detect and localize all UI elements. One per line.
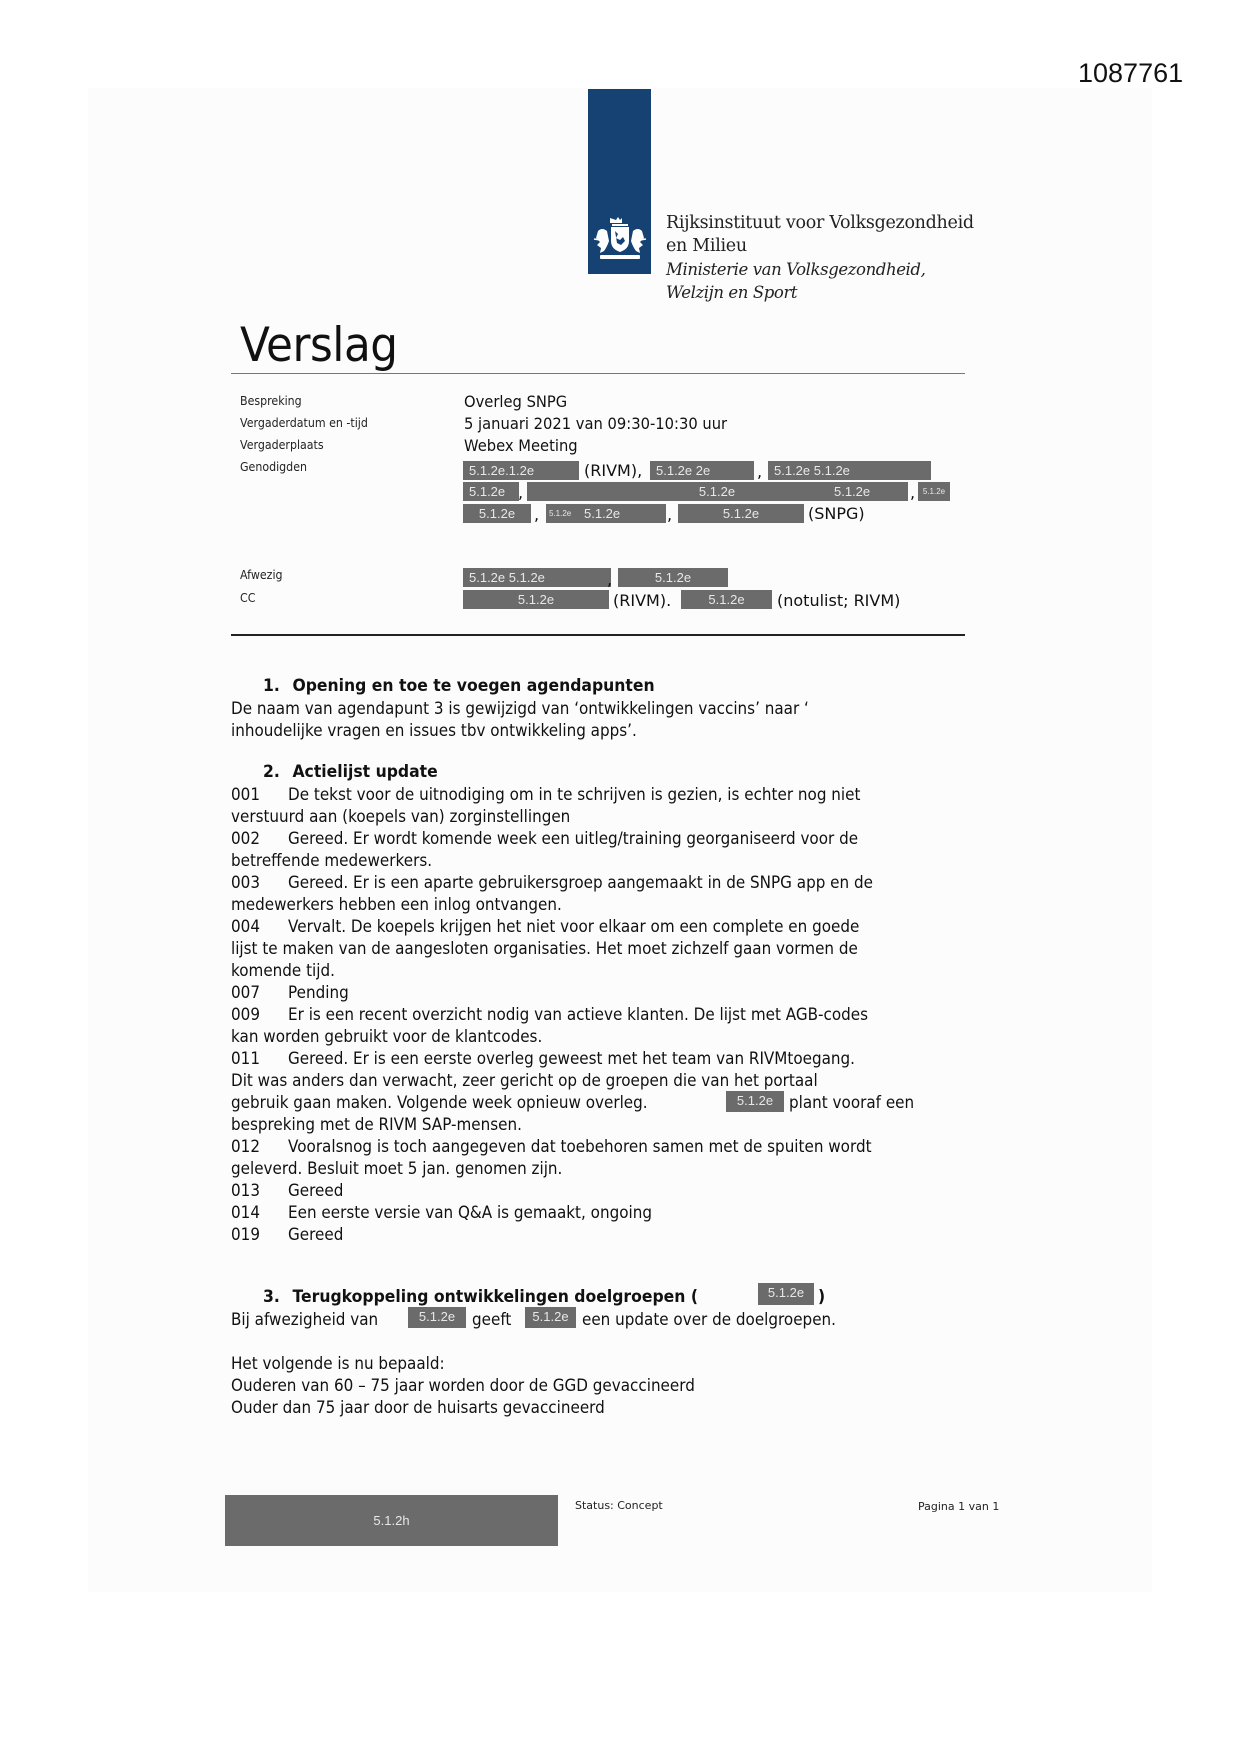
action-text: Gereed — [288, 1181, 344, 1200]
action-item-cont: kan worden gebruikt voor de klantcodes. — [231, 1027, 543, 1046]
affiliation-text: (SNPG) — [808, 504, 865, 523]
redaction-box: 5.1.2e — [527, 482, 907, 501]
redaction-box: 5.1.2e — [820, 482, 908, 501]
redaction-box: 5.1.2e — [726, 1091, 784, 1112]
action-text: Vooralsnog is toch aangegeven dat toebehoren samen met de spuiten wordt — [288, 1137, 872, 1156]
action-code: 011 — [231, 1049, 260, 1068]
action-item — [231, 1004, 868, 1026]
redaction-box: 5.1.2e — [408, 1307, 466, 1328]
paragraph-line: Het volgende is nu bepaald: — [231, 1354, 445, 1373]
footer-redaction-box: 5.1.2h — [225, 1495, 558, 1546]
action-item-cont: plant vooraf een — [789, 1093, 915, 1112]
meta-label-cc: CC — [240, 591, 256, 605]
action-item-cont: Dit was anders dan verwacht, zeer gericht op de groepen die van het portaal — [231, 1071, 818, 1090]
action-text: Pending — [288, 983, 349, 1002]
action-text: De tekst voor de uitnodiging om in te schrijven is gezien, is echter nog niet — [288, 785, 861, 804]
comma: , — [534, 505, 540, 524]
action-item-cont: verstuurd aan (koepels van) zorginstellingen — [231, 807, 571, 826]
section-number: 1. — [263, 676, 280, 696]
action-code: 014 — [231, 1203, 260, 1222]
paragraph-line: Ouder dan 75 jaar door de huisarts gevaccineerd — [231, 1398, 605, 1417]
action-code: 019 — [231, 1225, 260, 1244]
action-text: Gereed. Er is een aparte gebruikersgroep aangemaakt in de SNPG app en de — [288, 873, 873, 892]
document-id: 1087761 — [1078, 58, 1184, 88]
page-title: Verslag — [240, 318, 398, 373]
action-item — [231, 1202, 652, 1224]
action-text: Er is een recent overzicht nodig van actieve klanten. De lijst met AGB-codes — [288, 1005, 869, 1024]
action-code: 007 — [231, 983, 260, 1002]
action-code: 009 — [231, 1005, 260, 1024]
org-line: Rijksinstituut voor Volksgezondheid — [666, 213, 974, 233]
action-item — [231, 1136, 872, 1158]
action-item — [231, 1180, 343, 1202]
section-title: Terugkoppeling ontwikkelingen doelgroepen ( — [292, 1287, 699, 1307]
redaction-box: 5.1.2e — [681, 590, 772, 609]
redaction-box: 5.1.2e — [758, 1283, 814, 1305]
action-code: 013 — [231, 1181, 260, 1200]
status-label: Status: Concept — [575, 1499, 663, 1512]
redaction-box: 5.1.2e 2e — [650, 461, 754, 480]
action-item-cont: betreffende medewerkers. — [231, 851, 433, 870]
meta-label-bespreking: Bespreking — [240, 394, 302, 408]
org-line: en Milieu — [666, 236, 747, 256]
meta-divider — [231, 634, 965, 636]
redaction-box: 5.1.2e — [678, 504, 804, 523]
meta-value-bespreking: Overleg SNPG — [464, 392, 568, 411]
section-title: Opening en toe te voegen agendapunten — [292, 676, 655, 696]
comma: , — [757, 462, 763, 481]
action-code: 002 — [231, 829, 260, 848]
section-number: 2. — [263, 762, 280, 782]
action-item-cont: lijst te maken van de aangesloten organisaties. Het moet zichzelf gaan vormen de — [231, 939, 858, 958]
affiliation-text: (notulist; RIVM) — [777, 591, 901, 610]
action-item-cont: komende tijd. — [231, 961, 335, 980]
comma: , — [607, 570, 613, 589]
organization-name — [666, 212, 974, 304]
section-title: Actielijst update — [292, 762, 438, 782]
action-item-cont: medewerkers hebben een inlog ontvangen. — [231, 895, 562, 914]
affiliation-text: (RIVM), — [584, 461, 643, 480]
page-number: Pagina 1 van 1 — [918, 1500, 1000, 1513]
ministry-line: Welzijn en Sport — [666, 283, 798, 302]
paragraph-text: Bij afwezigheid van — [231, 1310, 379, 1329]
section-heading — [263, 762, 438, 782]
meta-label-plaats: Vergaderplaats — [240, 438, 324, 452]
paragraph-line: inhoudelijke vragen en issues tbv ontwikkeling apps’. — [231, 721, 637, 740]
action-item — [231, 828, 858, 850]
section-heading — [263, 1287, 698, 1307]
comma: , — [518, 483, 524, 502]
action-code: 003 — [231, 873, 260, 892]
action-item-cont: bespreking met de RIVM SAP-mensen. — [231, 1115, 522, 1134]
action-item — [231, 982, 349, 1004]
action-item-cont: geleverd. Besluit moet 5 jan. genomen zijn. — [231, 1159, 563, 1178]
action-item — [231, 872, 873, 894]
rijksoverheid-logo-bar — [588, 89, 651, 274]
affiliation-text: (RIVM). — [613, 591, 672, 610]
paragraph-text: een update over de doelgroepen. — [582, 1310, 836, 1329]
section-number: 3. — [263, 1287, 280, 1307]
section-heading — [263, 676, 655, 696]
redaction-box: 5.1.2e — [618, 568, 728, 587]
action-item — [231, 784, 860, 806]
meta-value-datum: 5 januari 2021 van 09:30-10:30 uur — [464, 414, 728, 433]
action-item — [231, 916, 859, 938]
action-text: Gereed — [288, 1225, 344, 1244]
action-text: Vervalt. De koepels krijgen het niet voor elkaar om een complete en goede — [288, 917, 860, 936]
redaction-box: 5.1.2e — [463, 590, 609, 609]
redaction-box: 5.1.2e — [463, 504, 531, 523]
section-title-close: ) — [818, 1287, 826, 1307]
comma: , — [667, 505, 673, 524]
redaction-box: 5.1.2e 5.1.2e — [768, 461, 931, 480]
paragraph-text: geeft — [472, 1310, 512, 1329]
action-text: Een eerste versie van Q&A is gemaakt, ongoing — [288, 1203, 652, 1222]
meta-label-genodigden: Genodigden — [240, 460, 307, 474]
redaction-box: 5.1.2e — [546, 504, 586, 523]
ministry-line: Ministerie van Volksgezondheid, — [666, 260, 926, 279]
paragraph-line: Ouderen van 60 – 75 jaar worden door de GGD gevaccineerd — [231, 1376, 695, 1395]
meta-value-plaats: Webex Meeting — [464, 436, 578, 455]
action-text: Gereed. Er wordt komende week een uitleg/training georganiseerd voor de — [288, 829, 859, 848]
action-item-cont: gebruik gaan maken. Volgende week opnieuw overleg. — [231, 1093, 648, 1112]
coat-of-arms-icon — [592, 217, 648, 265]
paragraph-line: De naam van agendapunt 3 is gewijzigd van ‘ontwikkelingen vaccins’ naar ‘ — [231, 699, 809, 718]
action-item — [231, 1048, 855, 1070]
action-code: 012 — [231, 1137, 260, 1156]
redaction-box: 5.1.2e — [580, 504, 666, 523]
meta-label-datum: Vergaderdatum en -tijd — [240, 416, 368, 430]
redaction-box: 5.1.2e — [525, 1307, 576, 1328]
action-code: 004 — [231, 917, 260, 936]
action-item — [231, 1224, 343, 1246]
meta-label-afwezig: Afwezig — [240, 568, 283, 582]
comma: , — [910, 483, 916, 502]
redaction-box: 5.1.2e.1.2e — [463, 461, 579, 480]
title-divider — [231, 373, 965, 374]
redaction-box: 5.1.2e 5.1.2e — [463, 568, 611, 587]
action-code: 001 — [231, 785, 260, 804]
redaction-box: 5.1.2e — [918, 482, 950, 501]
action-text: Gereed. Er is een eerste overleg geweest met het team van RIVMtoegang. — [288, 1049, 856, 1068]
redaction-box: 5.1.2e — [463, 482, 519, 501]
